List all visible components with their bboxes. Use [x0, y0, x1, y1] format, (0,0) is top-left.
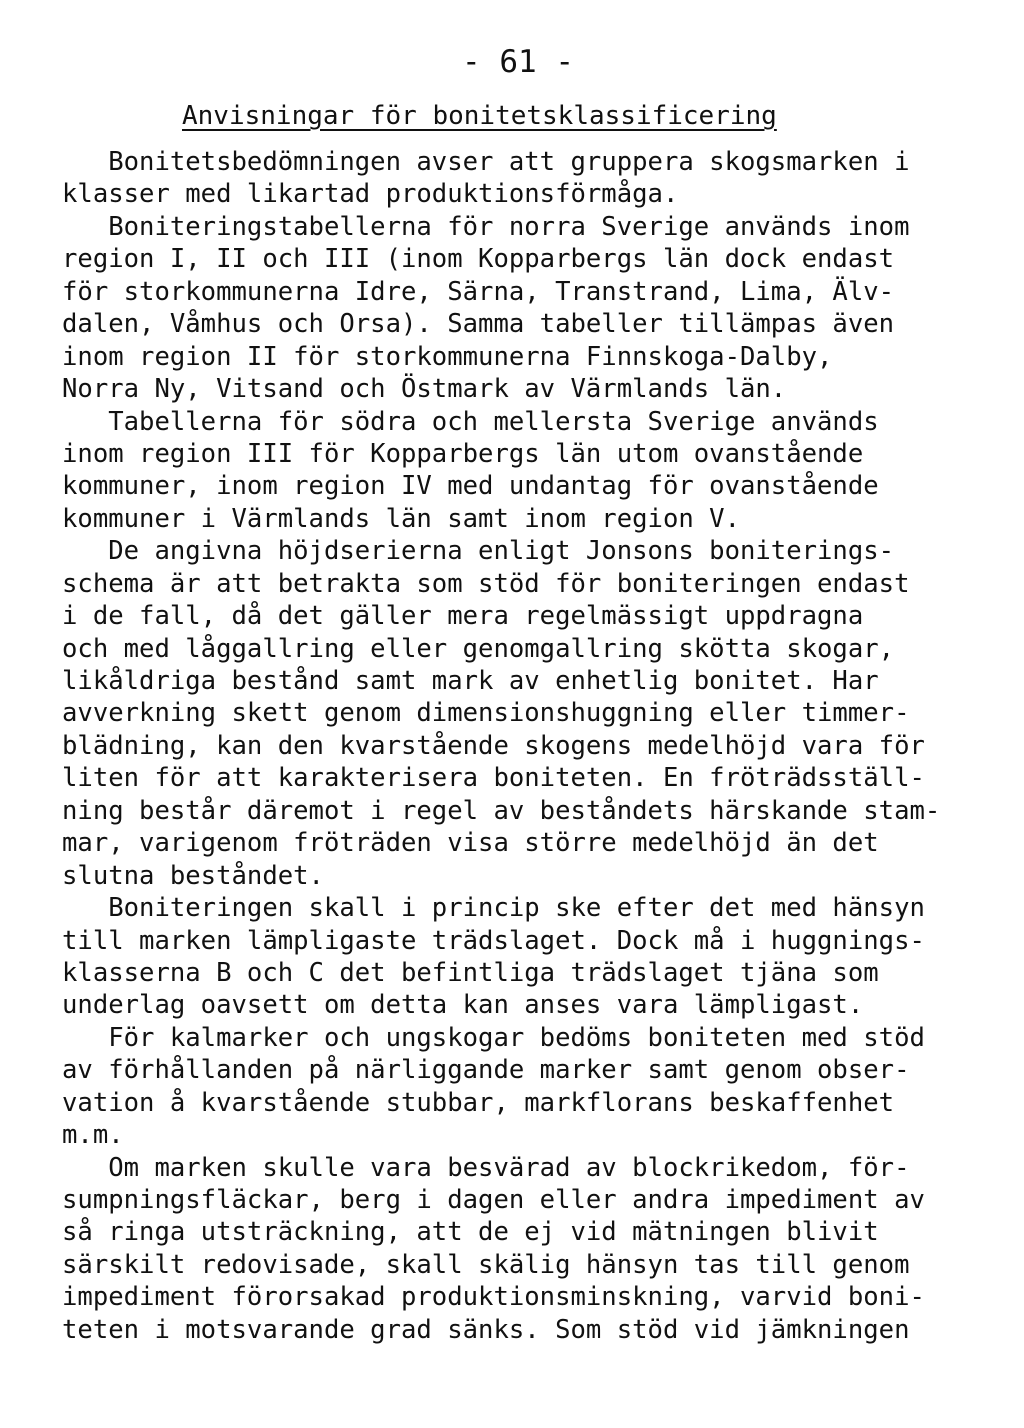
text-line: schema är att betrakta som stöd för boniteringen endast	[62, 568, 910, 599]
text-line: kommuner, inom region IV med undantag för ovanstående	[62, 471, 879, 502]
text-line: teten i motsvarande grad sänks. Som stöd vid jämkningen	[62, 1314, 910, 1345]
text-line: av förhållanden på närliggande marker samt genom obser-	[62, 1055, 910, 1086]
text-line: sumpningsfläckar, berg i dagen eller andra impediment av	[62, 1185, 925, 1215]
text-line: m.m.	[62, 1120, 124, 1151]
text-line: De angivna höjdserierna enligt Jonsons boniterings-	[62, 536, 895, 567]
text-line: Boniteringstabellerna för norra Sverige används inom	[62, 211, 910, 242]
text-line: så ringa utsträckning, att de ej vid mätningen blivit	[62, 1217, 879, 1248]
page-title: Anvisningar för bonitetsklassificering	[182, 101, 777, 131]
text-line: slutna beståndet.	[62, 860, 324, 891]
text-line: För kalmarker och ungskogar bedöms boniteten med stöd	[62, 1022, 925, 1053]
text-line: likåldriga bestånd samt mark av enhetlig bonitet. Har	[62, 666, 879, 696]
text-line: inom region III för Kopparbergs län utom ovanstående	[62, 438, 864, 469]
text-line: kommuner i Värmlands län samt inom region V.	[62, 503, 740, 534]
text-line: särskilt redovisade, skall skälig hänsyn tas till genom	[62, 1249, 910, 1280]
text-line: region I, II och III (inom Kopparbergs län dock endast	[62, 244, 895, 275]
text-line: klasserna B och C det befintliga trädslaget tjäna som	[62, 957, 879, 988]
text-line: klasser med likartad produktionsförmåga.	[62, 179, 679, 210]
page-number: - 61 -	[462, 44, 574, 80]
text-line: Om marken skulle vara besvärad av blockrikedom, för-	[62, 1152, 910, 1183]
text-line: och med låggallring eller genomgallring skötta skogar,	[62, 633, 895, 664]
text-line: Bonitetsbedömningen avser att gruppera skogsmarken i	[62, 147, 910, 177]
body-text	[62, 146, 992, 1346]
text-line: vation å kvarstående stubbar, markflorans beskaffenhet	[62, 1087, 895, 1118]
text-line: inom region II för storkommunerna Finnskoga-Dalby,	[62, 341, 833, 372]
text-line: Norra Ny, Vitsand och Östmark av Värmlands län.	[62, 374, 787, 405]
text-line: Boniteringen skall i princip ske efter det med hänsyn	[62, 893, 925, 924]
text-line: dalen, Våmhus och Orsa). Samma tabeller tillämpas även	[62, 309, 895, 340]
text-line: underlag oavsett om detta kan anses vara lämpligast.	[62, 990, 864, 1021]
text-line: i de fall, då det gäller mera regelmässigt uppdragna	[62, 601, 864, 632]
text-line: mar, varigenom fröträden visa större medelhöjd än det	[62, 828, 879, 859]
text-line: för storkommunerna Idre, Särna, Transtrand, Lima, Älv-	[62, 276, 895, 307]
text-line: liten för att karakterisera boniteten. En fröträdsställ-	[62, 763, 925, 794]
text-line: ning består däremot i regel av beståndets härskande stam-	[62, 795, 941, 826]
text-line: Tabellerna för södra och mellersta Sverige används	[62, 406, 879, 437]
text-line: blädning, kan den kvarstående skogens medelhöjd vara för	[62, 730, 925, 761]
text-line: till marken lämpligaste trädslaget. Dock må i huggnings-	[62, 925, 925, 956]
text-line: avverkning skett genom dimensionshuggning eller timmer-	[62, 698, 910, 729]
text-line: impediment förorsakad produktionsminskning, varvid boni-	[62, 1282, 925, 1313]
